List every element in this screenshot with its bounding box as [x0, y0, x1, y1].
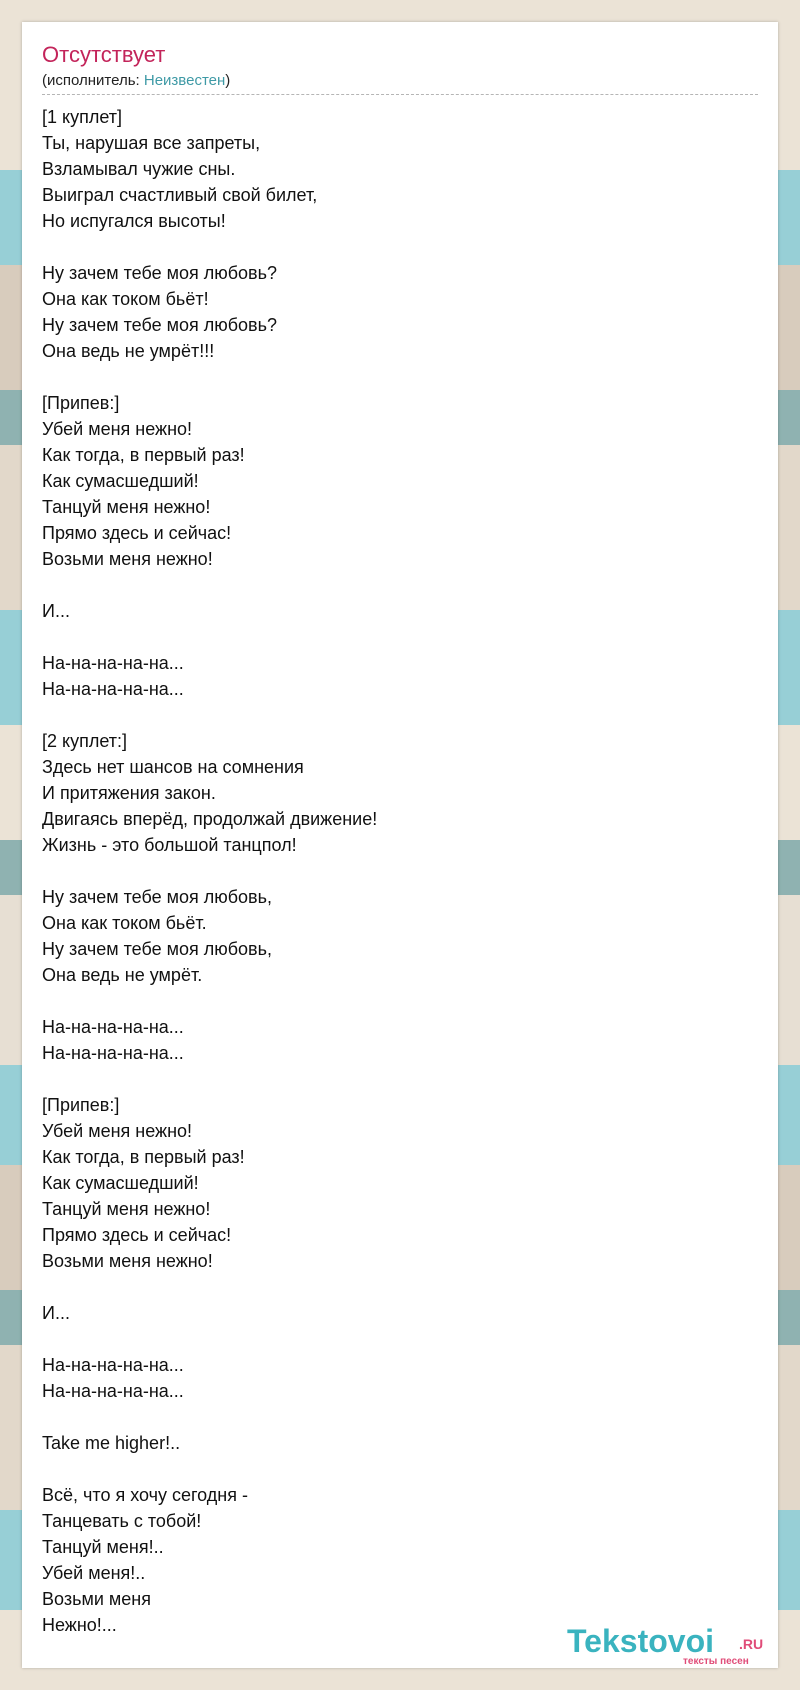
lyric-line	[42, 624, 752, 650]
lyric-line: Как тогда, в первый раз!	[42, 445, 245, 465]
lyric-line: На-на-на-на-на...	[42, 679, 184, 699]
title-divider	[42, 94, 758, 95]
lyric-line: Двигаясь вперёд, продолжай движение!	[42, 809, 378, 829]
lyric-line: Ну зачем тебе моя любовь?	[42, 315, 278, 335]
lyric-line	[42, 364, 752, 390]
lyric-line: Здесь нет шансов на сомнения	[42, 757, 304, 777]
lyric-line: На-на-на-на-на...	[42, 1355, 184, 1375]
lyric-line	[42, 988, 752, 1014]
lyric-line: Но испугался высоты!	[42, 211, 226, 231]
lyric-line: Она ведь не умрёт.	[42, 965, 203, 985]
lyric-line: [Припев:]	[42, 1095, 120, 1115]
lyric-line: На-на-на-на-на...	[42, 653, 184, 673]
lyric-line: Ну зачем тебе моя любовь?	[42, 263, 278, 283]
lyric-line: Как тогда, в первый раз!	[42, 1147, 245, 1167]
song-title: Отсутствует	[42, 42, 166, 67]
lyric-line: Танцуй меня!..	[42, 1537, 164, 1557]
lyric-line: Как сумасшедший!	[42, 1173, 199, 1193]
lyric-line: Танцуй меня нежно!	[42, 497, 211, 517]
lyric-line: На-на-на-на-на...	[42, 1381, 184, 1401]
lyric-line: Прямо здесь и сейчас!	[42, 523, 232, 543]
lyric-line: Убей меня нежно!	[42, 419, 193, 439]
lyric-line: Возьми меня нежно!	[42, 549, 213, 569]
lyric-line: Как сумасшедший!	[42, 471, 199, 491]
artist-line	[42, 72, 230, 90]
logo-ru-text: .RU	[739, 1636, 764, 1652]
lyric-line	[42, 572, 752, 598]
lyric-line: Жизнь - это большой танцпол!	[42, 835, 297, 855]
lyric-line: Взламывал чужие сны.	[42, 159, 236, 179]
lyric-line: Танцуй меня нежно!	[42, 1199, 211, 1219]
lyric-line: Возьми меня нежно!	[42, 1251, 213, 1271]
lyric-line: [1 куплет]	[42, 107, 122, 127]
lyric-line: Она ведь не умрёт!!!	[42, 341, 215, 361]
lyric-line: Убей меня нежно!	[42, 1121, 193, 1141]
artist-prefix: (исполнитель:	[42, 72, 144, 89]
lyric-line	[42, 1404, 752, 1430]
lyric-line: Возьми меня	[42, 1589, 151, 1609]
lyric-line: На-на-на-на-на...	[42, 1043, 184, 1063]
tekstovoi-logo[interactable]	[567, 1624, 767, 1666]
lyric-line: Выиграл счастливый свой билет,	[42, 185, 318, 205]
lyric-line: На-на-на-на-на...	[42, 1017, 184, 1037]
lyric-line	[42, 1066, 752, 1092]
lyric-line	[42, 234, 752, 260]
lyric-line: И...	[42, 601, 70, 621]
lyric-line: Take me higher!..	[42, 1433, 181, 1453]
lyric-line: И притяжения закон.	[42, 783, 216, 803]
lyric-line	[42, 858, 752, 884]
lyric-line	[42, 1456, 752, 1482]
lyric-line: Ну зачем тебе моя любовь,	[42, 887, 273, 907]
lyric-line: [2 куплет:]	[42, 731, 127, 751]
lyric-line: Ты, нарушая все запреты,	[42, 133, 261, 153]
lyric-line	[42, 702, 752, 728]
lyric-line: Танцевать с тобой!	[42, 1511, 202, 1531]
lyric-line: Нежно!...	[42, 1615, 117, 1635]
lyric-line	[42, 1274, 752, 1300]
lyric-line: Убей меня!..	[42, 1563, 146, 1583]
lyric-line: Она как током бьёт!	[42, 289, 209, 309]
lyrics-text	[42, 104, 752, 1638]
lyric-line: И...	[42, 1303, 70, 1323]
artist-suffix: )	[225, 72, 231, 89]
logo-subtitle: тексты песен	[683, 1656, 749, 1667]
logo-main-text: Tekstovoi	[567, 1623, 714, 1659]
lyrics-card	[22, 22, 778, 1668]
lyric-line: Прямо здесь и сейчас!	[42, 1225, 232, 1245]
lyric-line	[42, 1326, 752, 1352]
lyric-line: [Припев:]	[42, 393, 120, 413]
lyric-line: Она как током бьёт.	[42, 913, 207, 933]
lyric-line: Ну зачем тебе моя любовь,	[42, 939, 273, 959]
lyric-line: Всё, что я хочу сегодня -	[42, 1485, 248, 1505]
artist-link[interactable]: Неизвестен	[143, 72, 226, 89]
